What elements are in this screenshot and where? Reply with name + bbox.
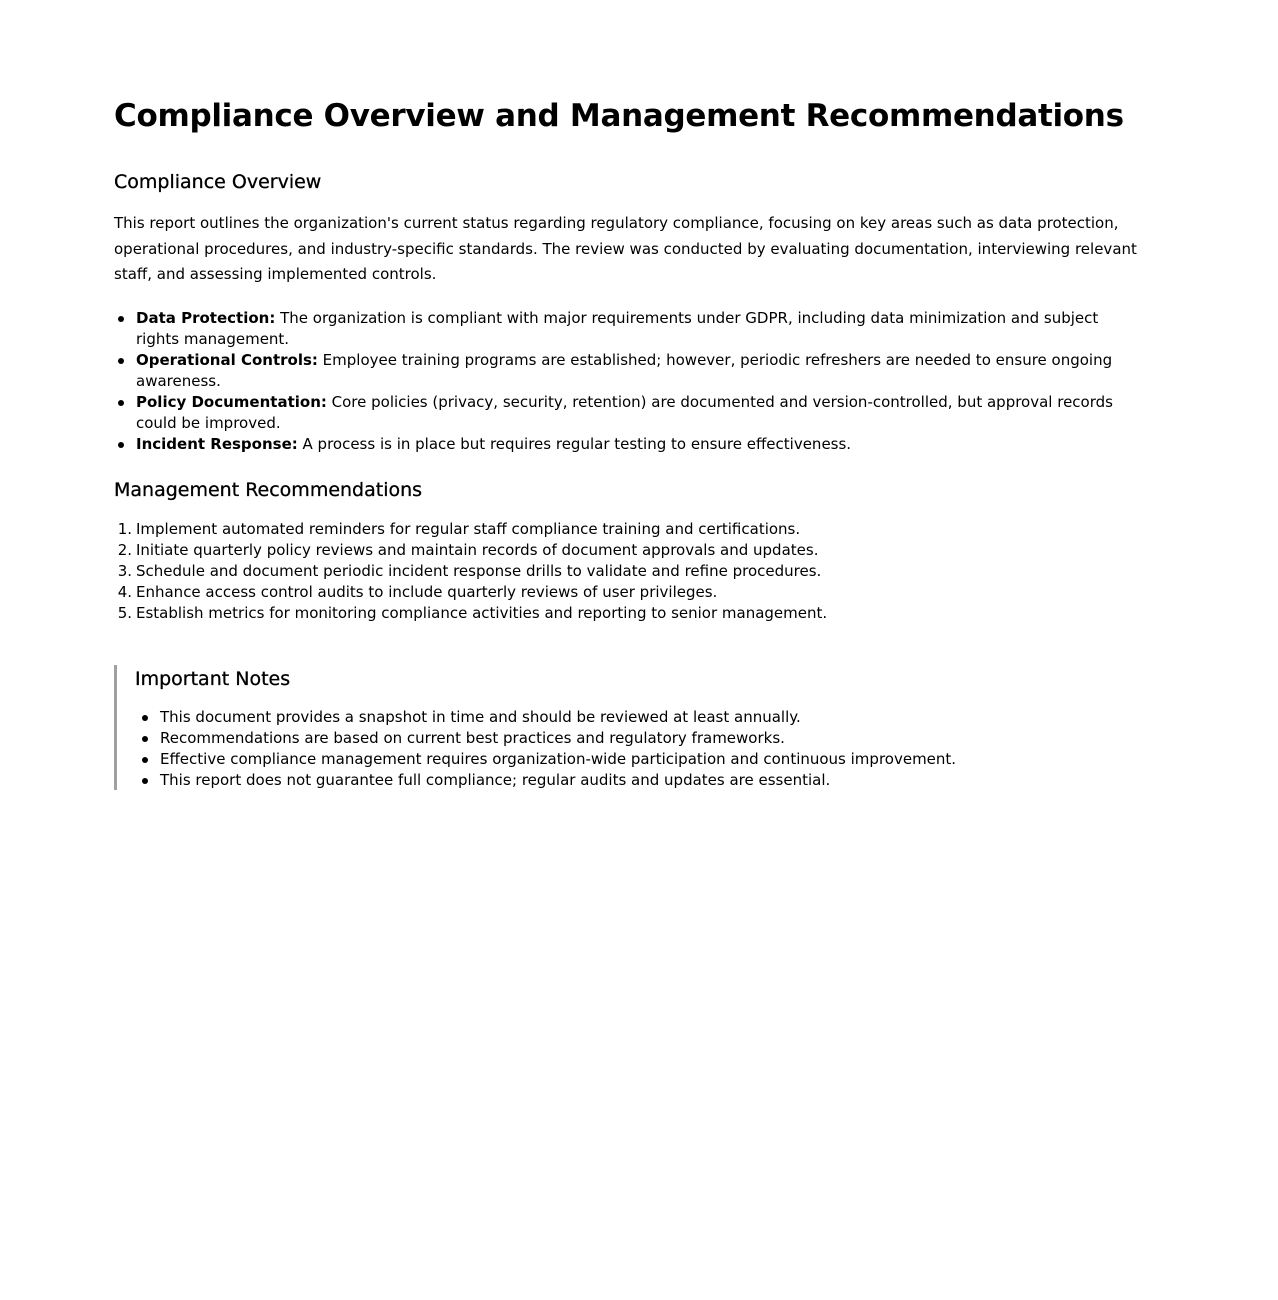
list-item: [114, 392, 1144, 434]
compliance-overview-heading: Compliance Overview: [114, 171, 322, 193]
recommendation-text: Enhance access control audits to include quarterly reviews of user privileges.: [136, 583, 718, 601]
notes-list: [138, 707, 1138, 791]
item-number: 5.: [117, 604, 132, 622]
note-text: This document provides a snapshot in time and should be reviewed at least annually.: [160, 708, 801, 726]
item-number: 2.: [117, 541, 132, 559]
bullet-icon: [118, 358, 124, 364]
list-item: [138, 707, 1138, 728]
list-item: [138, 770, 1138, 791]
bullet-icon: [142, 715, 148, 721]
recommendations-list: [114, 519, 1144, 624]
finding-text: A process is in place but requires regular testing to ensure effectiveness.: [297, 435, 852, 453]
list-item: [114, 561, 1144, 582]
note-text: Effective compliance management requires organization-wide participation and continuous improvement.: [160, 750, 957, 768]
important-notes-callout: [114, 665, 1147, 790]
bullet-icon: [118, 442, 124, 448]
list-item: [114, 603, 1144, 624]
recommendation-text: Schedule and document periodic incident response drills to validate and refine procedures.: [136, 562, 822, 580]
list-item: [114, 519, 1144, 540]
list-item: [114, 308, 1144, 350]
recommendation-text: Establish metrics for monitoring compliance activities and reporting to senior management.: [136, 604, 828, 622]
bullet-icon: [118, 316, 124, 322]
item-number: 3.: [117, 562, 132, 580]
finding-text: The organization is compliant with major requirements under GDPR, including data minimization and subject rights management.: [136, 309, 1099, 348]
list-item: [114, 350, 1144, 392]
list-item: [114, 540, 1144, 561]
list-item: [114, 434, 1144, 455]
management-recommendations-heading: Management Recommendations: [114, 479, 423, 501]
findings-list: [114, 308, 1144, 455]
bullet-icon: [142, 736, 148, 742]
recommendation-text: Initiate quarterly policy reviews and maintain records of document approvals and updates.: [136, 541, 819, 559]
finding-text: Core policies (privacy, security, retention) are documented and version-controlled, but approval records could be improved.: [136, 393, 1113, 432]
note-text: This report does not guarantee full compliance; regular audits and updates are essential.: [160, 771, 831, 789]
list-item: [138, 728, 1138, 749]
bullet-icon: [142, 757, 148, 763]
bullet-icon: [118, 400, 124, 406]
list-item: [114, 582, 1144, 603]
finding-label: Incident Response:: [136, 435, 298, 453]
item-number: 4.: [117, 583, 132, 601]
item-number: 1.: [117, 520, 132, 538]
page-title: Compliance Overview and Management Recommendations: [114, 98, 1124, 134]
finding-label: Operational Controls:: [136, 351, 318, 369]
recommendation-text: Implement automated reminders for regular staff compliance training and certifications.: [136, 520, 801, 538]
overview-intro-paragraph: This report outlines the organization's current status regarding regulatory compliance, focusing on key areas such as data protection, operational procedures, and industry-specific standards. The review was conducted by evaluating documentation, interviewing relevant staff, and assessing implemented controls.: [114, 214, 1137, 283]
important-notes-heading: Important Notes: [135, 668, 291, 690]
note-text: Recommendations are based on current best practices and regulatory frameworks.: [160, 729, 785, 747]
list-item: [138, 749, 1138, 770]
bullet-icon: [142, 778, 148, 784]
finding-label: Policy Documentation:: [136, 393, 327, 411]
finding-label: Data Protection:: [136, 309, 276, 327]
finding-text: Employee training programs are established; however, periodic refreshers are needed to ensure ongoing awareness.: [136, 351, 1113, 390]
